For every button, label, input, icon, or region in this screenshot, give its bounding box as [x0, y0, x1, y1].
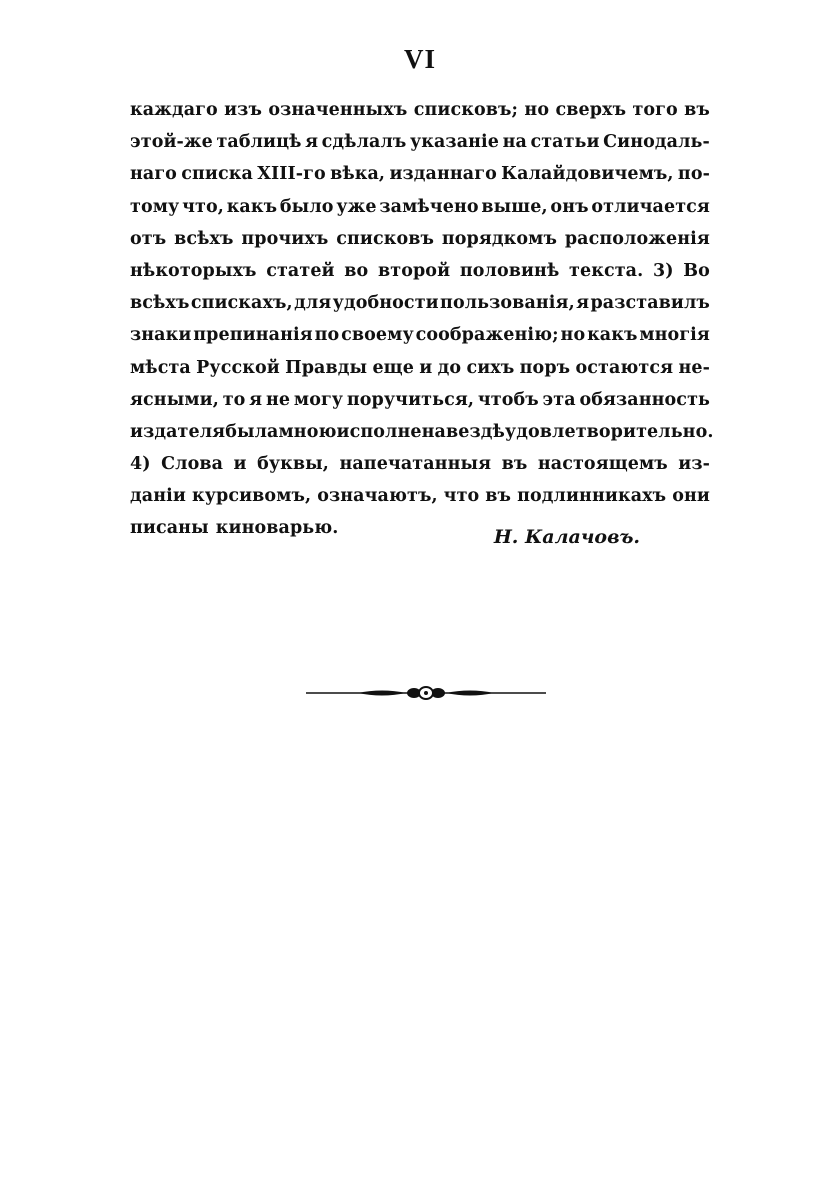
word: но — [524, 100, 550, 120]
word: нѣкоторыхъ — [130, 260, 257, 281]
body-text — [130, 94, 714, 545]
word: Калайдовичемъ, — [501, 164, 674, 185]
text-line — [130, 94, 710, 126]
word: замѣчено — [379, 196, 479, 217]
text-line — [130, 448, 710, 480]
word: статей — [266, 260, 335, 281]
word: каждаго — [130, 100, 218, 120]
word: даніи — [130, 486, 186, 507]
word: изъ — [224, 100, 262, 120]
word: и — [419, 357, 433, 378]
word: разставилъ — [590, 293, 710, 314]
word: тому — [130, 196, 180, 217]
word: была — [225, 421, 279, 442]
word: но — [560, 325, 586, 346]
word: на — [502, 132, 527, 153]
word: то — [222, 389, 246, 410]
word: буквы, — [257, 454, 329, 475]
word: вездѣ — [445, 421, 505, 442]
word: наго — [130, 164, 177, 185]
word: что — [443, 486, 480, 507]
word: Синодаль- — [603, 132, 710, 153]
word: списка — [181, 164, 253, 185]
decorative-rule-ornament-icon — [306, 684, 546, 702]
word: препинанія — [193, 325, 313, 346]
word: въ — [485, 486, 512, 507]
word: Русской — [196, 357, 280, 378]
word: удовлетворительно. — [504, 421, 714, 442]
word: XIII-го — [257, 164, 326, 185]
word: Во — [683, 260, 710, 281]
text-line — [130, 319, 710, 351]
word: поручиться, — [346, 389, 475, 410]
word: настоящемъ — [537, 454, 668, 475]
word: 4) — [130, 454, 151, 475]
word: спискахъ, — [190, 293, 293, 314]
word: уже — [336, 196, 377, 217]
word: второй — [378, 260, 451, 281]
word: прочихъ — [241, 228, 329, 249]
word: ясными, — [130, 389, 219, 410]
word: подлинникахъ — [517, 486, 667, 507]
word: всѣхъ — [174, 228, 234, 249]
word: для — [294, 293, 332, 314]
text-line — [130, 255, 710, 287]
text-line — [130, 126, 710, 158]
word: сдѣлалъ — [321, 132, 407, 153]
word: во — [344, 260, 369, 281]
word: поръ — [519, 357, 571, 378]
word: мною — [278, 421, 337, 442]
word: въ — [501, 454, 528, 475]
word: какъ — [226, 196, 278, 217]
word: из- — [678, 454, 710, 475]
word: я — [249, 389, 263, 410]
word: обязанность — [579, 389, 710, 410]
word: что, — [182, 196, 224, 217]
text-line — [130, 191, 710, 223]
word: соображенію; — [415, 325, 559, 346]
word: статьи — [530, 132, 600, 153]
word: пользованія, — [440, 293, 575, 314]
word: расположенія — [564, 228, 710, 249]
text-line — [130, 223, 710, 255]
text-line — [130, 416, 714, 448]
word: своему — [341, 325, 414, 346]
text-line — [130, 158, 710, 190]
text-line — [130, 352, 710, 384]
word: напечатанныя — [339, 454, 492, 475]
word: 3) — [652, 260, 674, 281]
word: эта — [542, 389, 576, 410]
word: таблицѣ — [216, 132, 302, 153]
word: вѣка, — [330, 164, 386, 185]
word: всѣхъ — [130, 293, 190, 314]
word: списковъ; — [413, 100, 519, 120]
word: какъ — [587, 325, 638, 346]
word: могу — [293, 389, 344, 410]
word: половинѣ — [459, 260, 560, 281]
word: знаки — [130, 325, 192, 346]
word: отличается — [591, 196, 710, 217]
text-line — [130, 480, 710, 512]
text-line — [130, 384, 710, 416]
word: указаніе — [409, 132, 500, 153]
word: по- — [677, 164, 710, 185]
word: означенныхъ — [268, 100, 408, 120]
word: сихъ — [466, 357, 515, 378]
word: остаются — [575, 357, 674, 378]
word: до — [437, 357, 462, 378]
text-line — [130, 287, 710, 319]
word: порядкомъ — [441, 228, 558, 249]
word: изданнаго — [389, 164, 497, 185]
page-number: VI — [403, 44, 436, 74]
word: Правды — [285, 357, 368, 378]
word: этой-же — [130, 132, 213, 153]
word: я — [576, 293, 590, 314]
word: многія — [639, 325, 710, 346]
word: я — [305, 132, 319, 153]
word: отъ — [130, 228, 167, 249]
word: и — [233, 454, 247, 475]
word: писаны — [130, 518, 209, 539]
word: они — [672, 486, 710, 507]
word: курсивомъ, — [191, 486, 312, 507]
word: того — [632, 100, 678, 120]
word: списковъ — [336, 228, 435, 249]
word: Слова — [161, 454, 224, 475]
word: еще — [372, 357, 414, 378]
word: чтобъ — [477, 389, 539, 410]
word: киноварью. — [215, 518, 339, 539]
word: удобности — [332, 293, 439, 314]
word: мѣста — [130, 357, 191, 378]
word: не- — [678, 357, 710, 378]
word: выше, — [481, 196, 548, 217]
word: сверхъ — [555, 100, 627, 120]
word: онъ — [550, 196, 589, 217]
word: было — [279, 196, 334, 217]
word: по — [314, 325, 340, 346]
word: не — [265, 389, 291, 410]
word: издателя — [130, 421, 226, 442]
word: текста. — [569, 260, 644, 281]
word: означаютъ, — [317, 486, 438, 507]
word: исполнена — [336, 421, 446, 442]
author-signature: Н. Калачовъ. — [493, 526, 640, 548]
word: въ — [684, 100, 710, 120]
